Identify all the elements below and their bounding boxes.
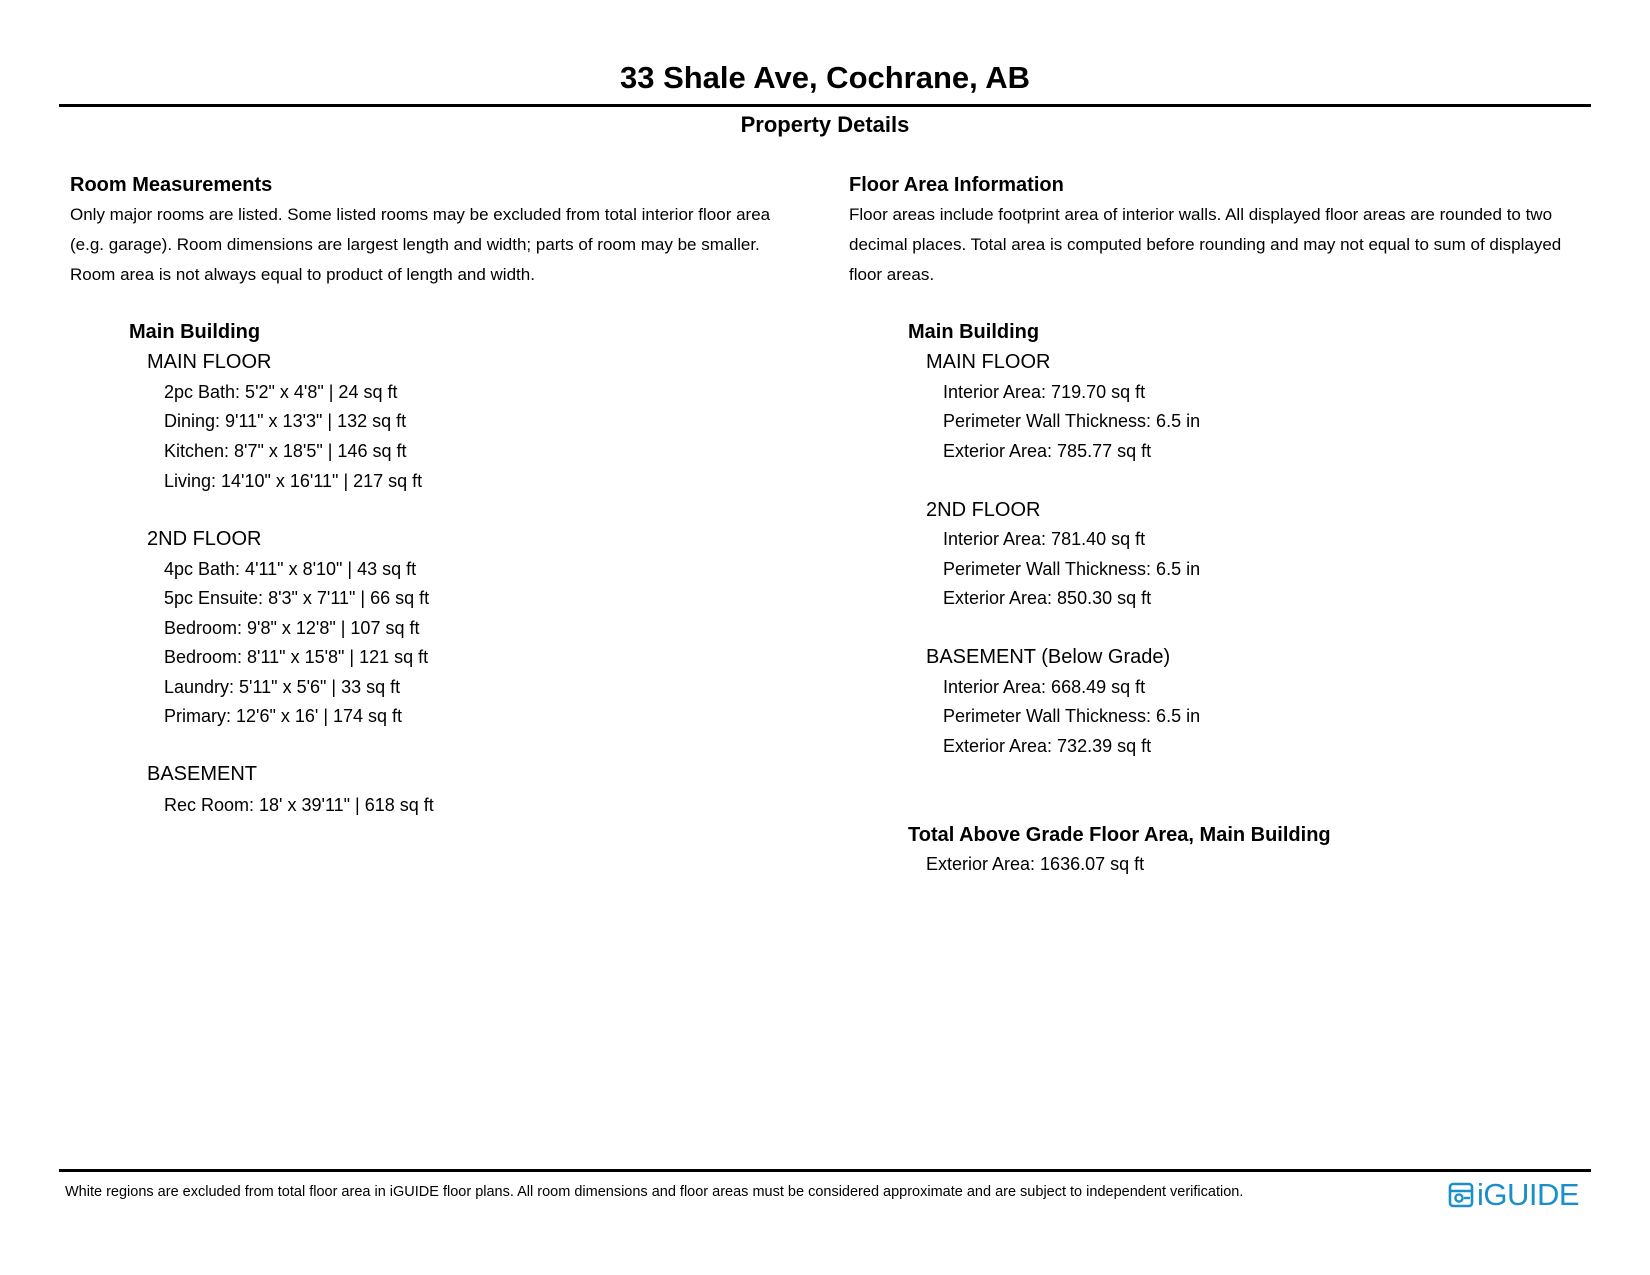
room-measurements-heading: Room Measurements [70, 174, 273, 196]
area-item: Interior Area: 719.70 sq ft [943, 382, 1146, 402]
area-floor-2nd: 2ND FLOOR [926, 499, 1041, 521]
room-item: Laundry: 5'11" x 5'6" | 33 sq ft [164, 677, 401, 697]
area-item: Exterior Area: 785.77 sq ft [943, 441, 1152, 461]
header-divider [59, 104, 1591, 107]
room-item: Bedroom: 8'11" x 15'8" | 121 sq ft [164, 647, 429, 667]
floor-area-desc-line-1: Floor areas include footprint area of interior walls. All displayed floor areas are rounded to two [849, 205, 1553, 224]
footer-disclaimer: White regions are excluded from total floor area in iGUIDE floor plans. All room dimensions and floor areas must be considered approximate and are subject to independent verification. [65, 1184, 1244, 1200]
room-measurements-desc-line-1: Only major rooms are listed. Some listed rooms may be excluded from total interior floor area [70, 205, 771, 224]
area-item: Exterior Area: 732.39 sq ft [943, 736, 1152, 756]
room-measurements-desc-line-3: Room area is not always equal to product of length and width. [70, 265, 535, 284]
rooms-floor-basement: BASEMENT [147, 763, 258, 785]
footer-divider [59, 1169, 1591, 1172]
total-area-value: Exterior Area: 1636.07 sq ft [926, 854, 1145, 874]
room-item: Primary: 12'6" x 16' | 174 sq ft [164, 706, 403, 726]
room-item: 5pc Ensuite: 8'3" x 7'11" | 66 sq ft [164, 588, 430, 608]
area-item: Perimeter Wall Thickness: 6.5 in [943, 559, 1201, 579]
rooms-floor-2nd: 2ND FLOOR [147, 528, 262, 550]
rooms-building-heading: Main Building [129, 321, 261, 343]
area-floor-main: MAIN FLOOR [926, 351, 1051, 373]
room-item: Bedroom: 9'8" x 12'8" | 107 sq ft [164, 618, 420, 638]
room-item: 4pc Bath: 4'11" x 8'10" | 43 sq ft [164, 559, 417, 579]
floor-area-desc-line-2: decimal places. Total area is computed before rounding and may not equal to sum of displayed [849, 235, 1562, 254]
floor-area-desc-line-3: floor areas. [849, 265, 935, 284]
area-building-heading: Main Building [908, 321, 1040, 343]
room-item: 2pc Bath: 5'2" x 4'8" | 24 sq ft [164, 382, 398, 402]
area-item: Exterior Area: 850.30 sq ft [943, 588, 1152, 608]
rooms-floor-main: MAIN FLOOR [147, 351, 272, 373]
room-item: Living: 14'10" x 16'11" | 217 sq ft [164, 471, 423, 491]
room-measurements-desc-line-2: (e.g. garage). Room dimensions are largest length and width; parts of room may be smaller. [70, 235, 760, 254]
room-item: Rec Room: 18' x 39'11" | 618 sq ft [164, 795, 434, 815]
area-item: Perimeter Wall Thickness: 6.5 in [943, 706, 1201, 726]
iguide-logo [1448, 1178, 1579, 1212]
area-item: Perimeter Wall Thickness: 6.5 in [943, 411, 1201, 431]
room-item: Dining: 9'11" x 13'3" | 132 sq ft [164, 411, 407, 431]
room-item: Kitchen: 8'7" x 18'5" | 146 sq ft [164, 441, 407, 461]
area-item: Interior Area: 668.49 sq ft [943, 677, 1146, 697]
page-title: 33 Shale Ave, Cochrane, AB [619, 60, 1031, 95]
area-item: Interior Area: 781.40 sq ft [943, 529, 1146, 549]
total-area-heading: Total Above Grade Floor Area, Main Building [908, 824, 1331, 846]
area-floor-basement: BASEMENT (Below Grade) [926, 646, 1171, 668]
camera-icon [1448, 1182, 1474, 1208]
floor-area-heading: Floor Area Information [849, 174, 1064, 196]
logo-text: iGUIDE [1477, 1177, 1580, 1212]
page-subtitle: Property Details [740, 112, 910, 137]
